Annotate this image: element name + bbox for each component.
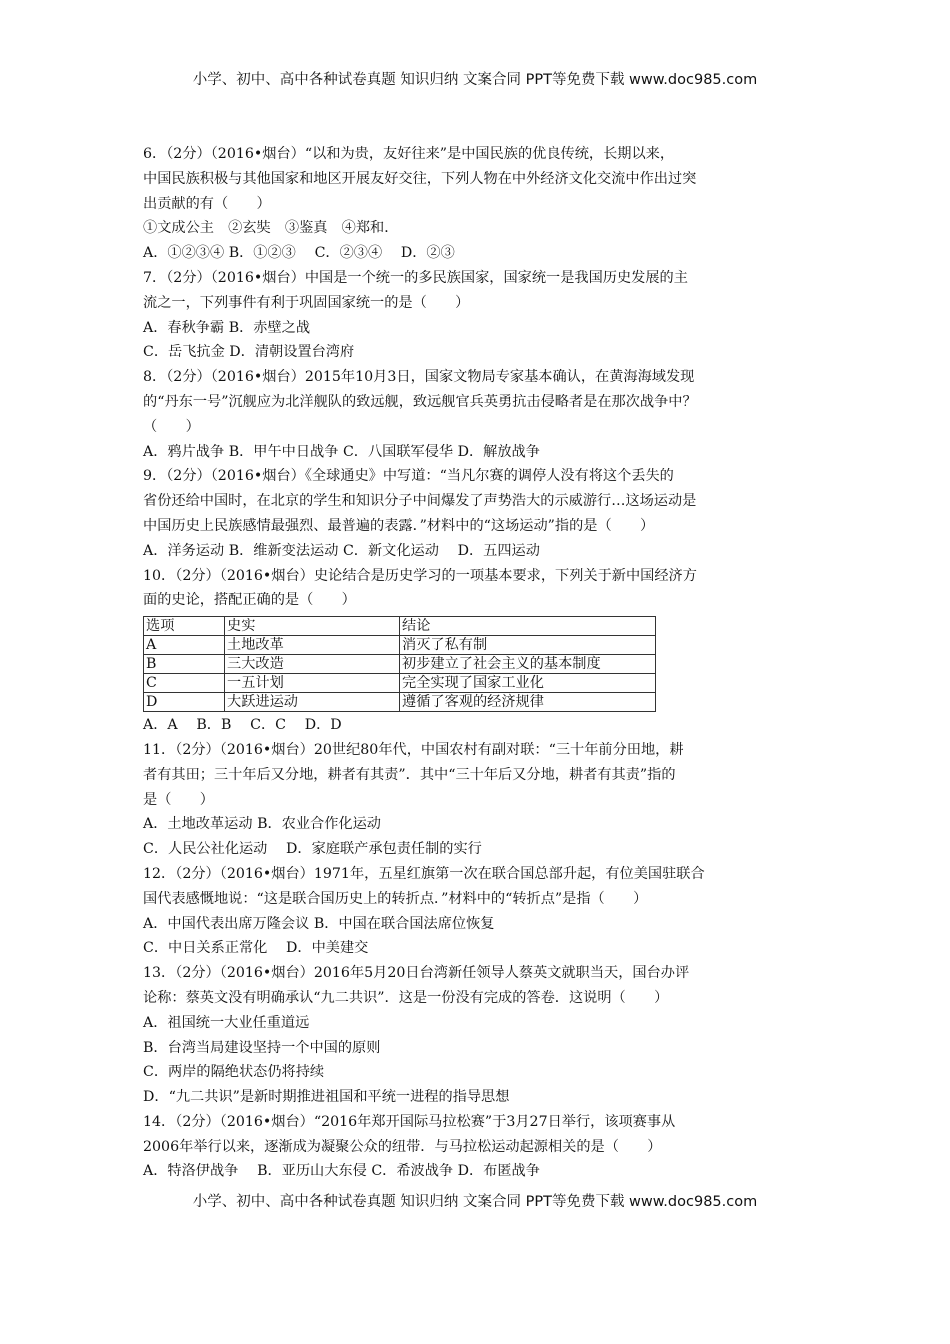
question-13-option-b: B．台湾当局建设坚持一个中国的原则 — [143, 1039, 381, 1056]
question-9 — [143, 464, 815, 563]
question-8-line-2: 的“丹东一号”沉舰应为北洋舰队的致远舰，致远舰官兵英勇抗击侵略者是在那次战争中？ — [143, 393, 697, 410]
table-cell: 遵循了客观的经济规律 — [400, 693, 656, 712]
table-row — [144, 636, 656, 655]
question-6-items: ①文成公主 ②玄奘 ③鉴真 ④郑和． — [143, 220, 399, 237]
question-8-line-1: 8．（2分）（2016•烟台）2015年10月3日，国家文物局专家基本确认，在黄海海域发现 — [143, 369, 695, 386]
question-7-options-cd: C．岳飞抗金 D．清朝设置台湾府 — [143, 344, 355, 361]
question-13-option-d: D．“九二共识”是新时期推进祖国和平统一进程的指导思想 — [143, 1089, 510, 1106]
table-row — [144, 693, 656, 712]
question-12-line-2: 国代表感慨地说：“这是联合国历史上的转折点．”材料中的“转折点”是指（ ） — [143, 890, 648, 907]
table-row — [144, 674, 656, 693]
table-row — [144, 655, 656, 674]
question-8 — [143, 365, 815, 464]
page-footer: 小学、初中、高中各种试卷真题 知识归纳 文案合同 PPT等免费下载 www.doc985.com — [192, 1194, 758, 1210]
table-cell: C — [144, 674, 225, 693]
page-header: 小学、初中、高中各种试卷真题 知识归纳 文案合同 PPT等免费下载 www.doc985.com — [192, 72, 758, 88]
question-13 — [143, 961, 815, 1110]
question-12-options-cd: C．中日关系正常化 D．中美建交 — [143, 940, 369, 957]
question-10-options: A．A B．B C．C D．D — [143, 717, 342, 734]
question-6-line-2: 中国民族积极与其他国家和地区开展友好交往，下列人物在中外经济文化交流中作出过突 — [143, 170, 697, 187]
table-cell: 初步建立了社会主义的基本制度 — [400, 655, 656, 674]
table-cell: 大跃进运动 — [225, 693, 400, 712]
question-9-line-3: 中国历史上民族感情最强烈、最普遍的表露．”材料中的“这场运动”指的是（ ） — [143, 517, 655, 534]
question-8-options: A．鸦片战争 B．甲午中日战争 C．八国联军侵华 D．解放战争 — [143, 443, 540, 460]
table-cell: 一五计划 — [225, 674, 400, 693]
question-11-line-3: 是（ ） — [143, 791, 214, 808]
history-table — [143, 616, 656, 712]
question-9-line-1: 9．（2分）（2016•烟台）《全球通史》中写道：“当凡尔赛的调停人没有将这个丢失的 — [143, 468, 674, 485]
question-14-line-2: 2006年举行以来，逐渐成为凝聚公众的纽带．与马拉松运动起源相关的是（ ） — [143, 1138, 662, 1155]
question-10-line-1: 10．（2分）（2016•烟台）史论结合是历史学习的一项基本要求，下列关于新中国经济方 — [143, 567, 697, 584]
question-8-line-3: （ ） — [143, 418, 200, 435]
question-12-options-ab: A．中国代表出席万隆会议 B．中国在联合国法席位恢复 — [143, 915, 495, 932]
question-7-options-ab: A．春秋争霸 B．赤壁之战 — [143, 319, 311, 336]
question-10-line-2: 面的史论，搭配正确的是（ ） — [143, 592, 356, 609]
question-11-options-ab: A．土地改革运动 B．农业合作化运动 — [143, 816, 381, 833]
question-11-line-1: 11．（2分）（2016•烟台）20世纪80年代，中国农村有副对联：“三十年前分田地，耕 — [143, 741, 684, 758]
table-header-cell: 史实 — [225, 617, 400, 636]
question-12 — [143, 862, 815, 961]
question-9-line-2: 省份还给中国时，在北京的学生和知识分子中间爆发了声势浩大的示威游行…这场运动是 — [143, 493, 697, 510]
table-cell: 土地改革 — [225, 636, 400, 655]
table-header-cell: 结论 — [400, 617, 656, 636]
question-7-line-2: 流之一，下列事件有利于巩固国家统一的是（ ） — [143, 294, 470, 311]
question-10 — [143, 564, 815, 738]
question-6-options: A．①②③④ B．①②③ C．②③④ D．②③ — [143, 245, 455, 262]
table-cell: D — [144, 693, 225, 712]
table-cell: 消灭了私有制 — [400, 636, 656, 655]
question-7-line-1: 7．（2分）（2016•烟台）中国是一个统一的多民族国家，国家统一是我国历史发展的主 — [143, 269, 688, 286]
question-7 — [143, 266, 815, 365]
question-11-line-2: 者有其田；三十年后又分地，耕者有其责”．其中“三十年后又分地，耕者有其责”指的 — [143, 766, 676, 783]
table-header-row — [144, 617, 656, 636]
question-11-options-cd: C．人民公社化运动 D．家庭联产承包责任制的实行 — [143, 841, 482, 858]
question-6-line-3: 出贡献的有（ ） — [143, 195, 271, 212]
question-14-options: A．特洛伊战争 B．亚历山大东侵 C．希波战争 D．布匿战争 — [143, 1163, 540, 1180]
question-12-line-1: 12．（2分）（2016•烟台）1971年，五星红旗第一次在联合国总部升起，有位美国驻联合 — [143, 865, 705, 882]
question-11 — [143, 738, 815, 862]
table-header-cell: 选项 — [144, 617, 225, 636]
question-9-options: A．洋务运动 B．维新变法运动 C．新文化运动 D．五四运动 — [143, 542, 540, 559]
table-cell: 完全实现了国家工业化 — [400, 674, 656, 693]
question-13-option-c: C．两岸的隔绝状态仍将持续 — [143, 1064, 325, 1081]
question-14 — [143, 1110, 815, 1184]
question-14-line-1: 14．（2分）（2016•烟台）“2016年郑开国际马拉松赛”于3月27日举行，该项赛事从 — [143, 1113, 676, 1130]
exam-content — [143, 142, 815, 1184]
question-6 — [143, 142, 815, 266]
question-13-line-2: 论称：蔡英文没有明确承认“九二共识”．这是一份没有完成的答卷．这说明（ ） — [143, 989, 669, 1006]
question-6-line-1: 6．（2分）（2016•烟台）“以和为贵，友好往来”是中国民族的优良传统，长期以来， — [143, 146, 675, 162]
table-cell: B — [144, 655, 225, 674]
question-13-line-1: 13．（2分）（2016•烟台）2016年5月20日台湾新任领导人蔡英文就职当天，国台办评 — [143, 965, 690, 982]
table-cell: A — [144, 636, 225, 655]
table-cell: 三大改造 — [225, 655, 400, 674]
question-13-option-a: A．祖国统一大业任重道远 — [143, 1014, 310, 1031]
